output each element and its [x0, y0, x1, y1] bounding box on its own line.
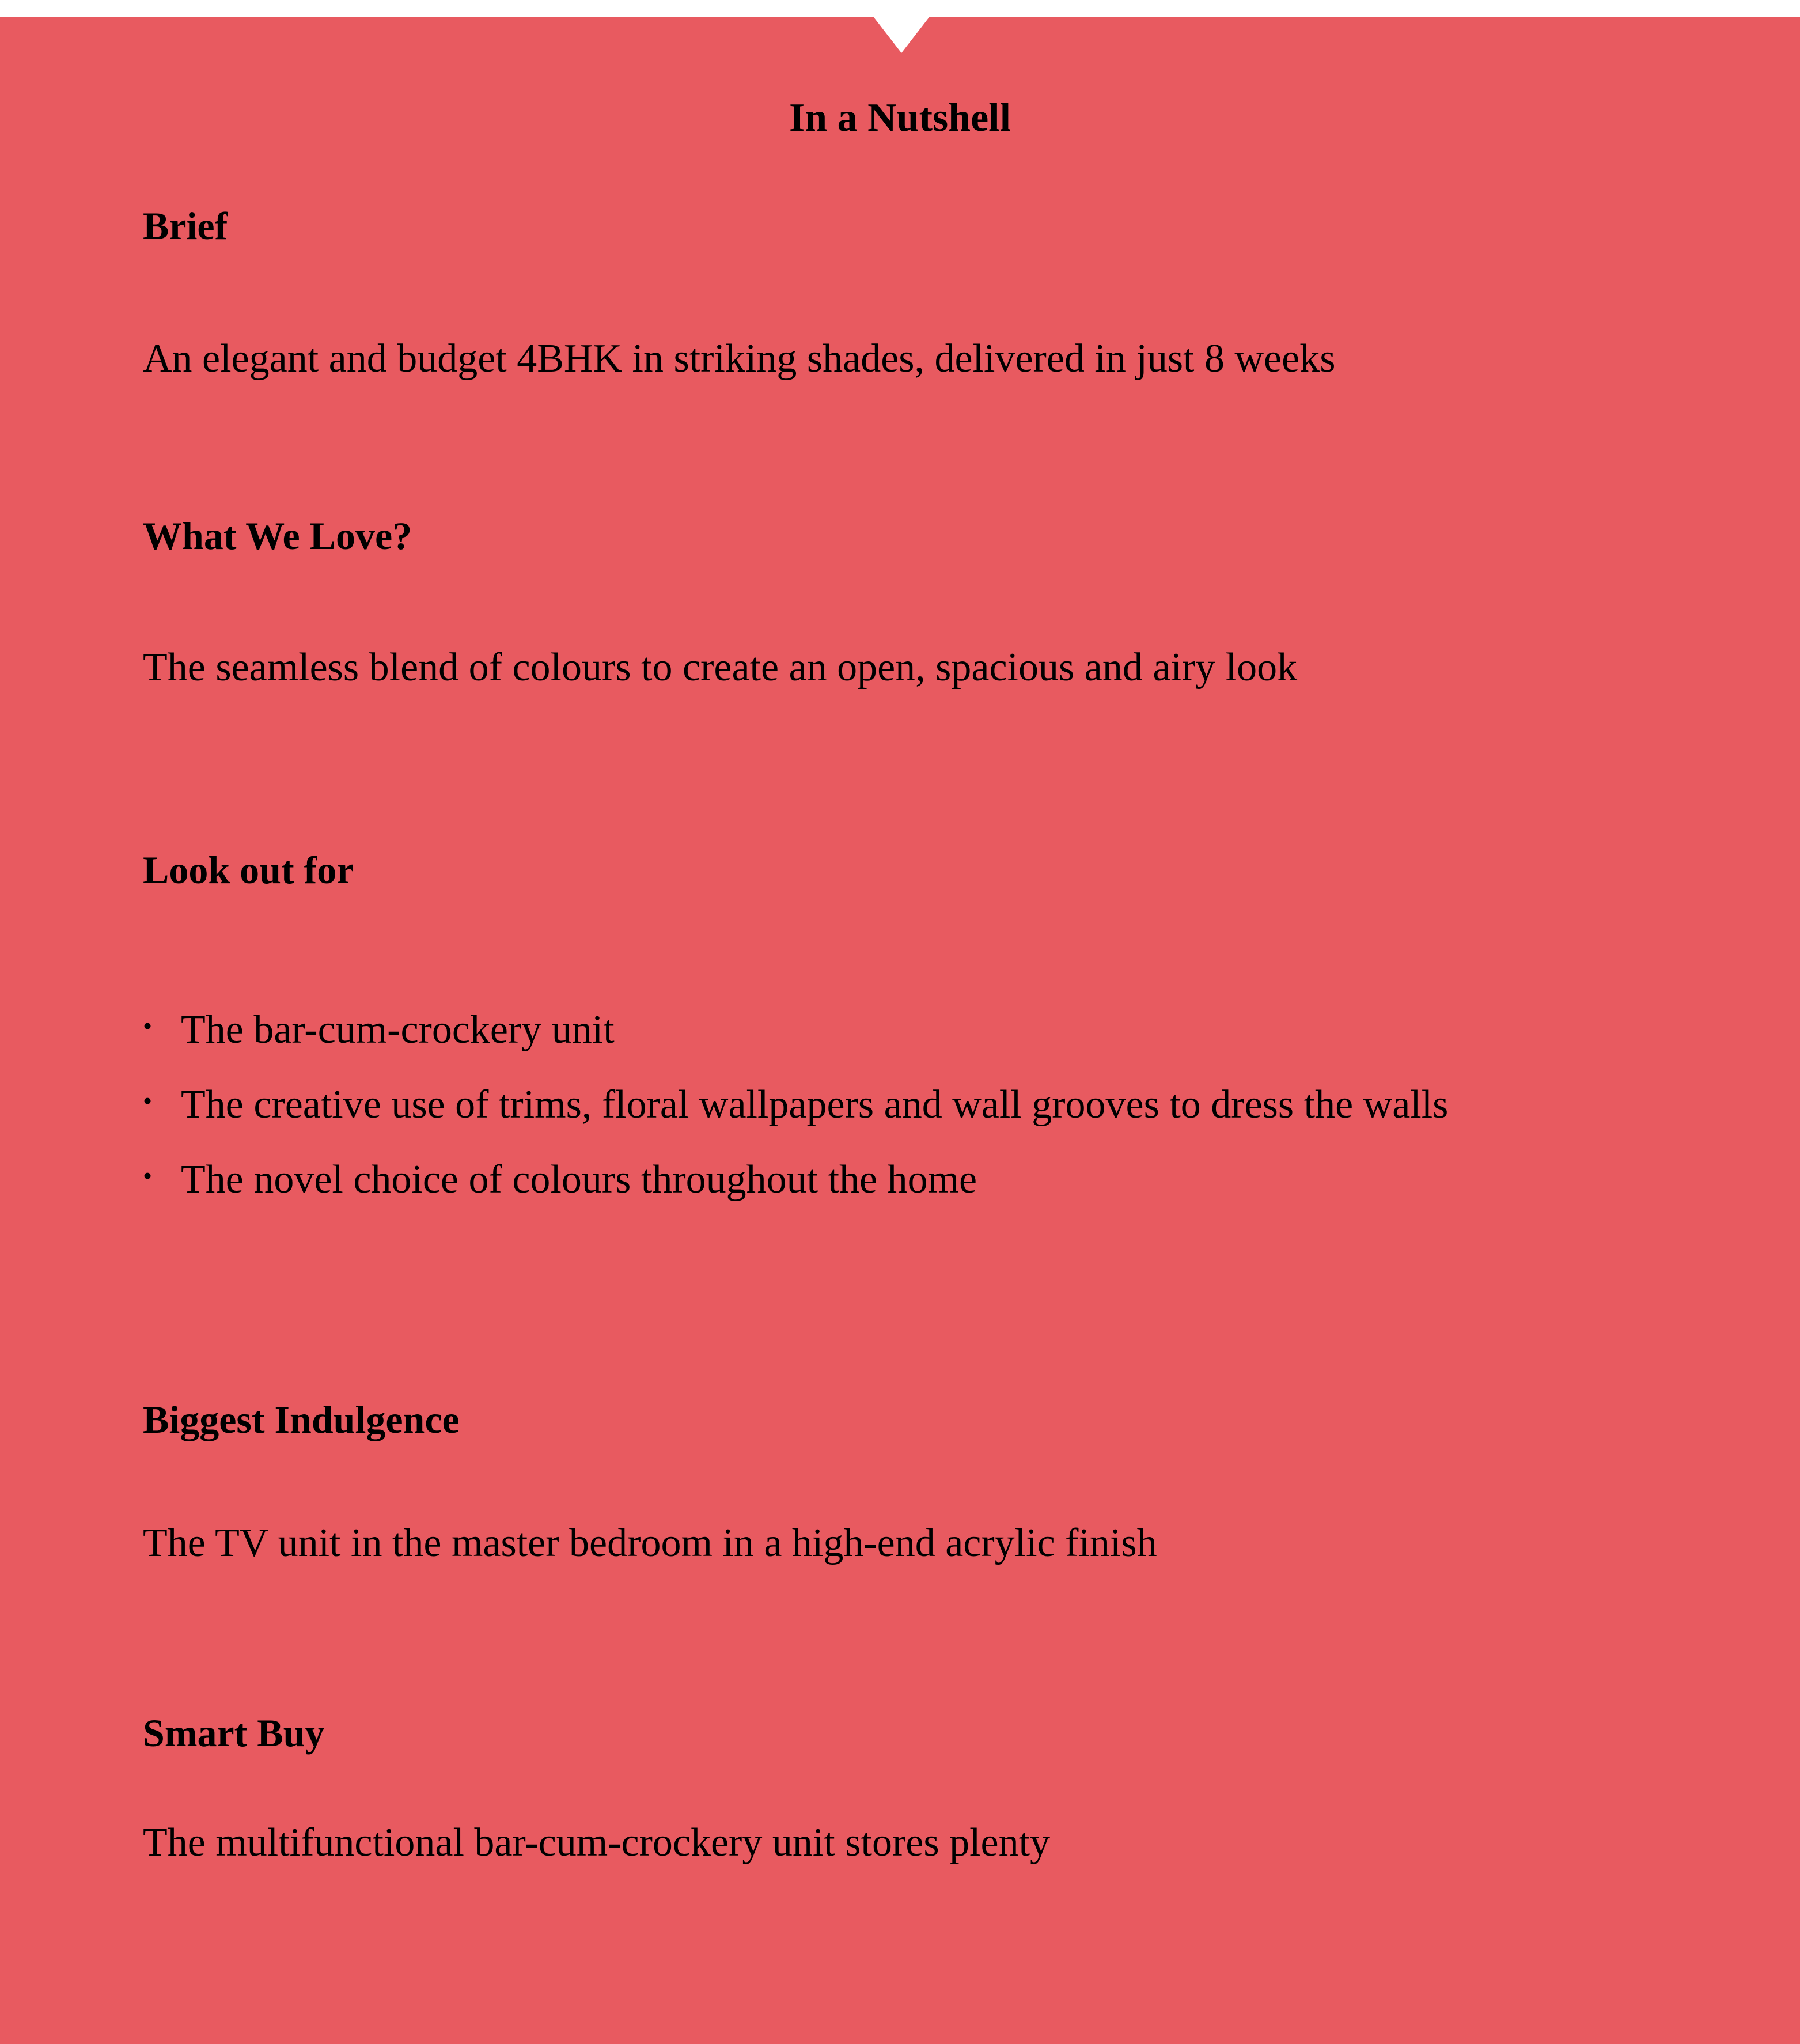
- list-item-text: The creative use of trims, floral wallpapers and wall grooves to dress the walls: [181, 1082, 1449, 1127]
- pointer-notch: [874, 17, 929, 53]
- what-we-love-heading: What We Love?: [143, 514, 412, 558]
- list-item-text: The bar-cum-crockery unit: [181, 1008, 615, 1052]
- list-item-text: The novel choice of colours throughout the home: [181, 1157, 977, 1202]
- list-item: [143, 1142, 1669, 1217]
- panel-title: In a Nutshell: [789, 96, 1011, 140]
- bullet-dot-icon: •: [143, 1011, 153, 1040]
- list-item: [143, 993, 1669, 1068]
- brief-heading: Brief: [143, 204, 228, 248]
- biggest-indulgence-heading: Biggest Indulgence: [143, 1398, 460, 1441]
- list-item: [143, 1068, 1669, 1142]
- biggest-indulgence-text: The TV unit in the master bedroom in a high-end acrylic finish: [143, 1521, 1157, 1565]
- bullet-dot-icon: •: [143, 1161, 153, 1190]
- look-out-for-heading: Look out for: [143, 848, 354, 892]
- brief-text: An elegant and budget 4BHK in striking shades, delivered in just 8 weeks: [143, 336, 1336, 381]
- what-we-love-text: The seamless blend of colours to create an open, spacious and airy look: [143, 645, 1298, 690]
- smart-buy-text: The multifunctional bar-cum-crockery unit stores plenty: [143, 1820, 1051, 1865]
- smart-buy-heading: Smart Buy: [143, 1711, 325, 1755]
- look-out-for-list: [143, 993, 1669, 1217]
- bullet-dot-icon: •: [143, 1086, 153, 1115]
